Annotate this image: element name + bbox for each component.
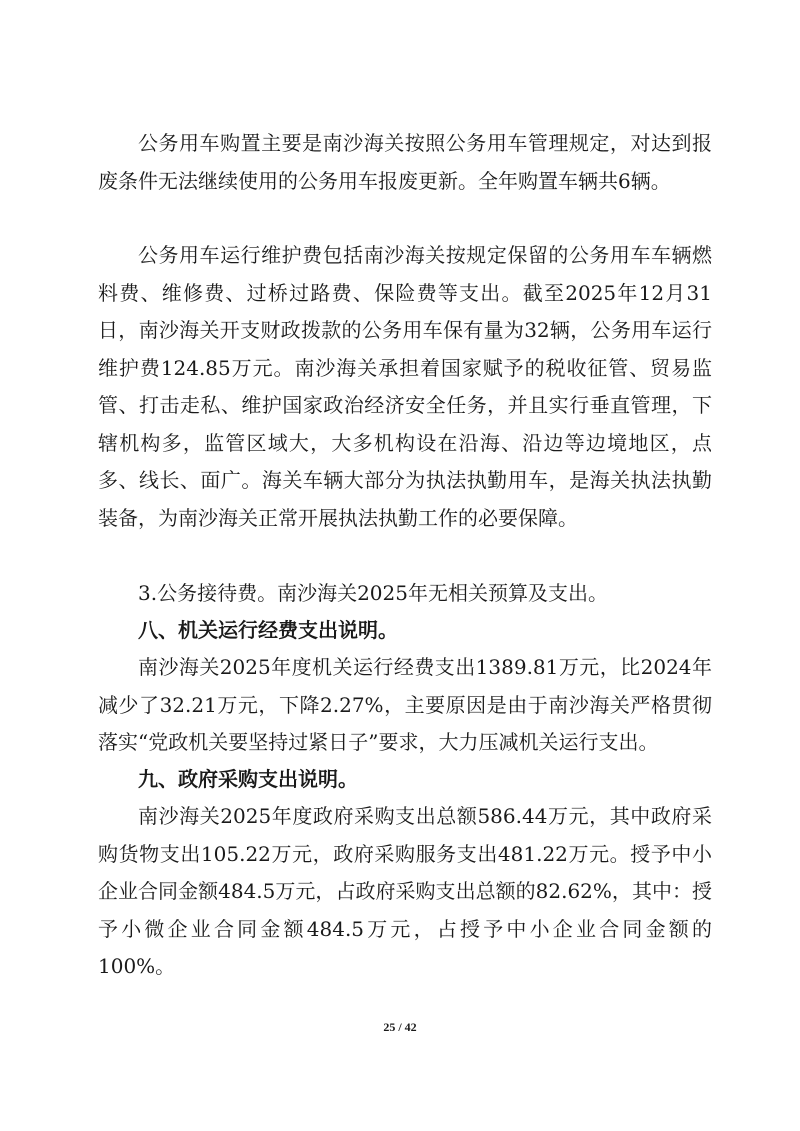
paragraph-operating-expenses: 南沙海关2025年度机关运行经费支出1389.81万元，比2024年减少了32.21万元，下降2.27%，主要原因是由于南沙海关严格贯彻落实“党政机关要坚持过紧日子”要求，大力压减机关运行支出。 — [98, 655, 712, 754]
page-number: 25 / 42 — [383, 1020, 417, 1034]
paragraph-vehicle-maintenance: 公务用车运行维护费包括南沙海关按规定保留的公务用车车辆燃料费、维修费、过桥过路费、保险费等支出。截至2025年12月31日，南沙海关开支财政拨款的公务用车保有量为32辆，公务用车运行维护费124.85万元。南沙海关承担着国家赋予的税收征管、贸易监管、打击走私、维护国家政治经济安全任务，并且实行垂直管理，下辖机构多，监管区域大，大多机构设在沿海、沿边等边境地区，点多、线长、面广。海关车辆大部分为执法执勤用车，是海关执法执勤装备，为南沙海关正常开展执法执勤工作的必要保障。 — [98, 243, 712, 530]
paragraph-vehicle-purchase: 公务用车购置主要是南沙海关按照公务用车管理规定，对达到报废条件无法继续使用的公务用车报废更新。全年购置车辆共6辆。 — [98, 131, 712, 193]
paragraph-reception: 3.公务接待费。南沙海关2025年无相关预算及支出。 — [138, 581, 608, 605]
paragraph-procurement: 南沙海关2025年度政府采购支出总额586.44万元，其中政府采购货物支出105.22万元，政府采购服务支出481.22万元。授予中小企业合同金额484.5万元，占政府采购支出总额的82.62%，其中：授予小微企业合同金额484.5万元，占授予中小企业合同金额的100%。 — [98, 804, 712, 978]
section-heading-8: 八、机关运行经费支出说明。 — [138, 618, 398, 642]
section-heading-9: 九、政府采购支出说明。 — [138, 767, 358, 791]
